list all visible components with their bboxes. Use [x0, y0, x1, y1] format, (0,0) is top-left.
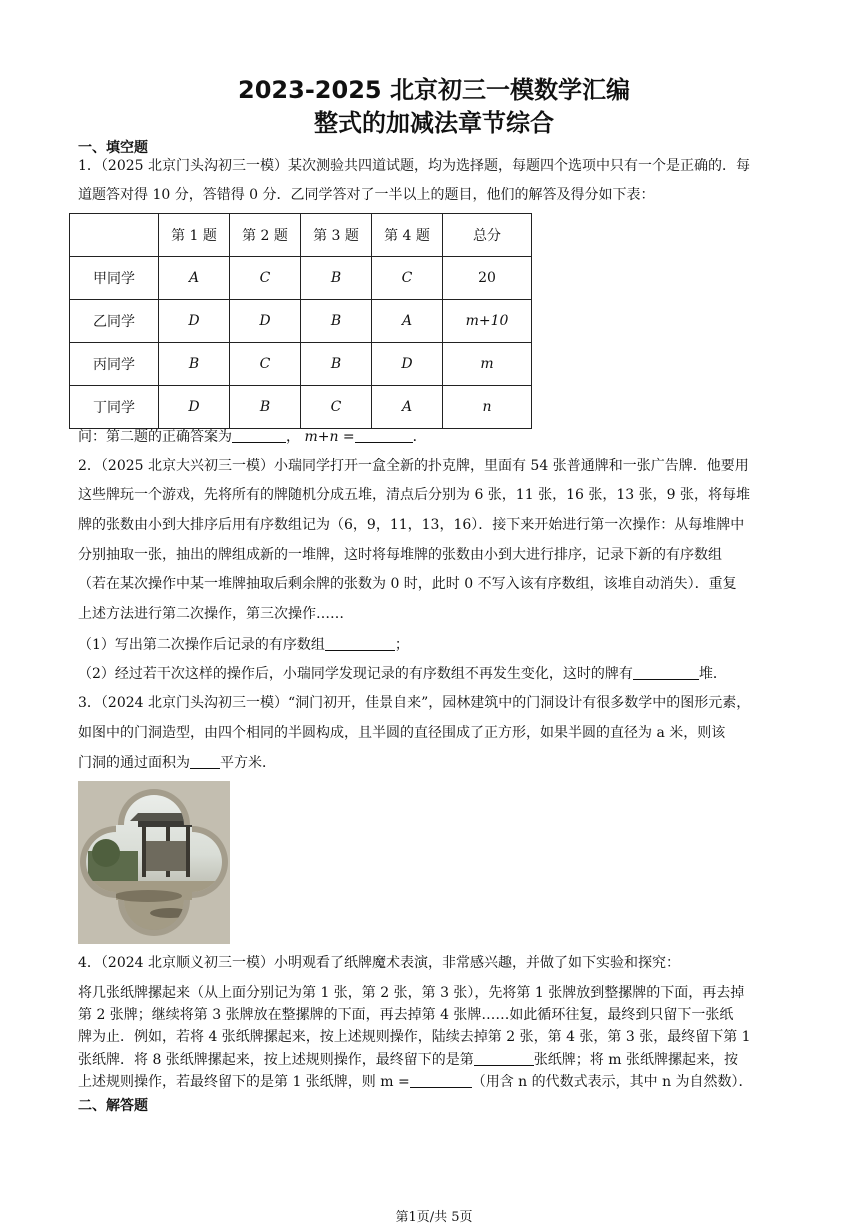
table-cell: B: [301, 257, 372, 300]
table-cell: C: [230, 257, 301, 300]
table-header-row: [70, 214, 532, 257]
q1-ask-expression: m+n =: [304, 429, 355, 445]
table-cell: D: [230, 300, 301, 343]
table-cell-student: 甲同学: [70, 257, 159, 300]
table-cell: C: [372, 257, 443, 300]
garden-doorway-image: [78, 781, 230, 944]
table-cell: B: [301, 300, 372, 343]
table-cell: B: [301, 343, 372, 386]
table-cell: A: [372, 386, 443, 429]
q2-sub-1: [78, 636, 790, 653]
q1-line-1: 1．（2025 北京门头沟初三一模）某次测验共四道试题，均为选择题，每题四个选项中只有一个是正确的．每: [78, 158, 750, 174]
table-cell-student: 丁同学: [70, 386, 159, 429]
score-table: [69, 213, 532, 429]
table-row: [70, 343, 532, 386]
q4-line-1: 4．（2024 北京顺义初三一模）小明观看了纸牌魔术表演，非常感兴趣，并做了如下实验和探究：: [78, 955, 680, 971]
table-header-cell: 第 2 题: [230, 214, 301, 257]
page-title: 2023-2025 北京初三一模数学汇编: [238, 76, 630, 104]
q4-line-5-text: 张纸牌．将 8 张纸牌摞起来，按上述规则操作，最终留下的是第: [78, 1052, 474, 1068]
answer-blank: [633, 665, 699, 680]
q2-line: 牌的张数由小到大排序后用有序数组记为（6，9，11，13，16）．接下来开始进行第一次操作：从每堆牌中: [78, 517, 745, 533]
answer-blank: [325, 636, 395, 651]
q2-sub-2-text: （2）经过若干次这样的操作后，小瑞同学发现记录的有序数组不再发生变化，这时的牌有: [78, 666, 633, 682]
q4-line-3: 第 2 张牌；继续将第 3 张牌放在整摞牌的下面，再去掉第 4 张牌……如此循环往复，最终到只留下一张纸: [78, 1007, 734, 1023]
q2-line: 分别抽取一张，抽出的牌组成新的一堆牌，这时将每堆牌的张数由小到大进行排序，记录下新的有序数组: [78, 547, 722, 563]
q1-ask-text: 问：第二题的正确答案为: [78, 429, 232, 445]
q3-line-3-text: 门洞的通过面积为: [78, 755, 190, 771]
q4-line-6-end: （用含 n 的代数式表示，其中 n 为自然数）．: [471, 1074, 753, 1090]
table-header-cell: 总分: [443, 214, 532, 257]
answer-blank: [355, 428, 413, 443]
table-cell: A: [159, 257, 230, 300]
table-cell: D: [159, 386, 230, 429]
q2-line: 这些牌玩一个游戏，先将所有的牌随机分成五堆，清点后分别为 6 张，11 张，16 张，13 张，9 张，将每堆: [78, 487, 750, 503]
section-fill-in: 一、填空题: [78, 140, 148, 156]
table-cell: B: [159, 343, 230, 386]
table-row: [70, 300, 532, 343]
table-header-cell: 第 1 题: [159, 214, 230, 257]
q2-line: （若在某次操作中某一堆牌抽取后剩余牌的张数为 0 时，此时 0 不写入该有序数组，该堆自动消失）．重复: [78, 576, 737, 592]
table-header-cell: 第 4 题: [372, 214, 443, 257]
table-header-cell: 第 3 题: [301, 214, 372, 257]
q2-line: 2．（2025 北京大兴初三一模）小瑞同学打开一盒全新的扑克牌，里面有 54 张普通牌和一张广告牌．他要用: [78, 458, 749, 474]
table-cell: C: [230, 343, 301, 386]
q4-line-6-text: 上述规则操作，若最终留下的是第 1 张纸牌，则 m =: [78, 1074, 410, 1090]
q3-line-3-end: 平方米．: [220, 755, 276, 771]
answer-blank: [232, 428, 286, 443]
q2-sub-1-end: ；: [394, 637, 409, 653]
table-cell: D: [372, 343, 443, 386]
table-row: [70, 257, 532, 300]
q1-line-2: 道题答对得 10 分，答错得 0 分．乙同学答对了一半以上的题目，他们的解答及得分如下表：: [78, 187, 655, 203]
q2-sub-1-text: （1）写出第二次操作后记录的有序数组: [78, 637, 325, 653]
q4-line-6: [78, 1073, 790, 1090]
q3-line: 3．（2024 北京门头沟初三一模）“洞门初开，佳景自来”，园林建筑中的门洞设计有很多数学中的图形元素，: [78, 695, 751, 711]
table-cell: B: [230, 386, 301, 429]
section-answer: 二、解答题: [78, 1098, 148, 1114]
q4-line-5: [78, 1051, 790, 1068]
table-cell: A: [372, 300, 443, 343]
q1-question-line: [78, 428, 790, 445]
q4-line-2: 将几张纸牌摞起来（从上面分别记为第 1 张，第 2 张，第 3 张），先将第 1 张牌放到整摞牌的下面，再去掉: [78, 985, 745, 1001]
table-header-cell: [70, 214, 159, 257]
q4-line-5-end: 张纸牌；将 m 张纸牌摞起来，按: [533, 1052, 738, 1068]
table-row: [70, 386, 532, 429]
q4-line-4: 牌为止．例如，若将 4 张纸牌摞起来，按上述规则操作，陆续去掉第 2 张，第 4 张，第 3 张，最终留下第 1: [78, 1029, 751, 1045]
q1-ask-sep: ，: [286, 429, 300, 445]
q2-sub-2: [78, 665, 790, 682]
table-cell-score: m+10: [443, 300, 532, 343]
q3-line-3: [78, 754, 790, 771]
q2-sub-2-end: 堆．: [698, 666, 727, 682]
page-subtitle: 整式的加减法章节综合: [314, 109, 554, 137]
q3-line: 如图中的门洞造型，由四个相同的半圆构成，且半圆的直径围成了正方形，如果半圆的直径为 a 米，则该: [78, 725, 726, 741]
table-cell: C: [301, 386, 372, 429]
page-footer: 第1页/共 5页: [395, 1210, 473, 1225]
answer-blank: [474, 1051, 534, 1066]
answer-blank: [190, 754, 220, 769]
table-cell-student: 乙同学: [70, 300, 159, 343]
table-cell-score: m: [443, 343, 532, 386]
table-cell-student: 丙同学: [70, 343, 159, 386]
q1-ask-end: ．: [412, 429, 427, 445]
table-cell: D: [159, 300, 230, 343]
table-cell-score: 20: [443, 257, 532, 300]
table-cell-score: n: [443, 386, 532, 429]
answer-blank: [410, 1073, 472, 1088]
q2-line: 上述方法进行第二次操作，第三次操作……: [78, 606, 344, 622]
